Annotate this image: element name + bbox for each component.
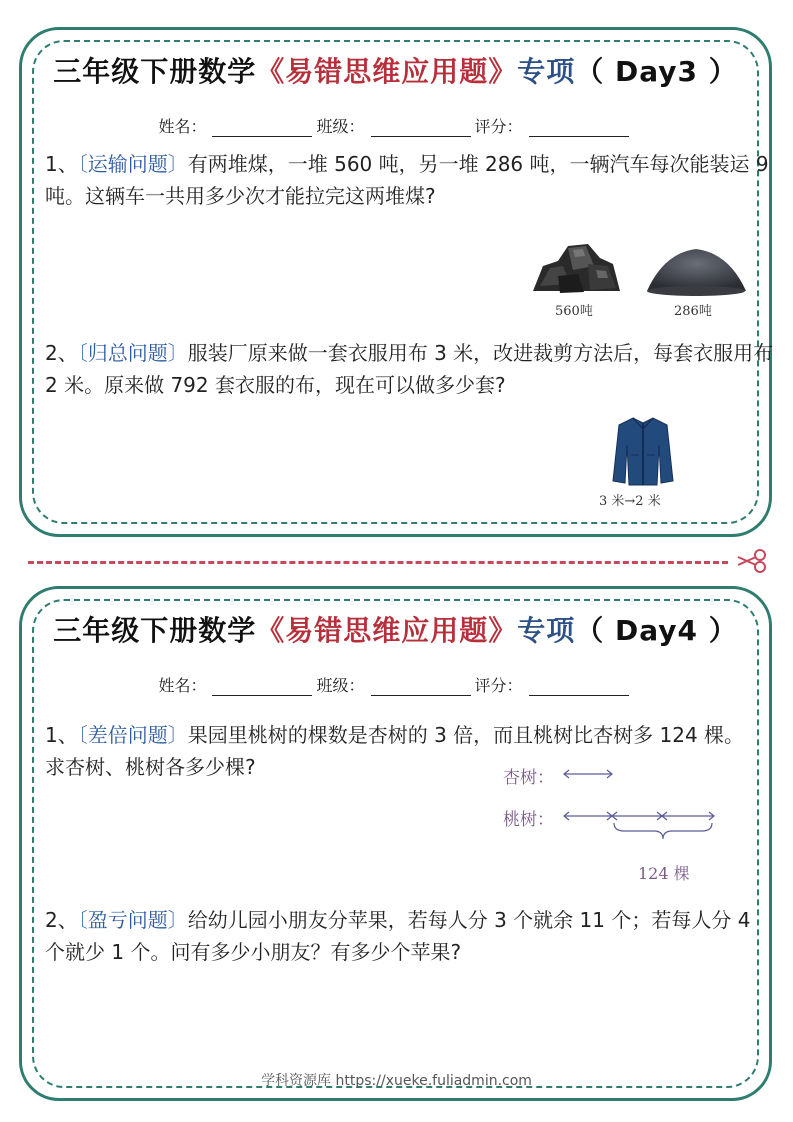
class-label: 班级：	[316, 117, 365, 136]
student-info-row	[22, 114, 769, 137]
class-field[interactable]	[371, 118, 471, 137]
student-info-row	[22, 673, 769, 696]
diagram-apricot-label: 杏树：	[503, 768, 554, 788]
title-prefix: 三年级下册数学	[53, 614, 257, 647]
class-field[interactable]	[371, 677, 471, 696]
score-field[interactable]	[529, 118, 629, 137]
coal-2-label: 286吨	[674, 304, 712, 319]
title-day: （ Day3 ）	[575, 55, 738, 88]
score-label: 评分：	[474, 676, 523, 695]
question-tag: 〔运输问题〕	[77, 152, 188, 176]
coal-1-label: 560吨	[555, 304, 593, 319]
title-prefix: 三年级下册数学	[53, 55, 257, 88]
coal-powder-image	[644, 243, 749, 298]
worksheet-title	[22, 609, 769, 649]
question-tag: 〔差倍问题〕	[77, 723, 188, 747]
title-suffix: 专项	[517, 55, 576, 88]
question-text: 给幼儿园小朋友分苹果，若每人分 3 个就余 11 个；若每人分 4 个就少 1 个。问有多少小朋友？有多少个苹果?	[45, 908, 751, 964]
worksheet-title	[22, 50, 769, 90]
question-number: 2、	[45, 341, 78, 365]
score-field[interactable]	[529, 677, 629, 696]
score-label: 评分：	[474, 117, 523, 136]
coal-lumps-image	[528, 236, 623, 298]
name-field[interactable]	[212, 118, 312, 137]
question-number: 1、	[45, 723, 78, 747]
question-number: 1、	[45, 152, 78, 176]
worksheet-card-day4	[19, 586, 772, 1101]
question-tag: 〔盈亏问题〕	[77, 908, 188, 932]
question-2	[45, 904, 775, 968]
title-suffix: 专项	[517, 614, 576, 647]
scissors-icon	[735, 548, 769, 574]
cut-line	[28, 561, 728, 564]
jacket-image	[609, 415, 677, 487]
title-highlight: 《易错思维应用题》	[256, 614, 518, 647]
footer-watermark: 学科资源库 https://xueke.fuliadmin.com	[261, 1073, 532, 1089]
segment-diagram	[562, 765, 732, 845]
diagram-peach-label: 桃树：	[503, 810, 554, 830]
question-2	[45, 337, 775, 401]
name-label: 姓名：	[158, 676, 207, 695]
question-text: 果园里桃树的棵数是杏树的 3 倍，而且桃树比杏树多 124 棵。求杏树、桃树各多少棵?	[45, 723, 745, 779]
name-field[interactable]	[212, 677, 312, 696]
question-text: 有两堆煤，一堆 560 吨，另一堆 286 吨，一辆汽车每次能装运 9 吨。这辆车一共用多少次才能拉完这两堆煤?	[45, 152, 769, 208]
worksheet-card-day3	[19, 27, 772, 537]
name-label: 姓名：	[158, 117, 207, 136]
class-label: 班级：	[316, 676, 365, 695]
diagram-diff-label: 124 棵	[638, 864, 690, 883]
question-number: 2、	[45, 908, 78, 932]
jacket-label: 3 米→2 米	[599, 494, 661, 509]
question-text: 服装厂原来做一套衣服用布 3 米，改进裁剪方法后，每套衣服用布 2 米。原来做 792 套衣服的布，现在可以做多少套?	[45, 341, 774, 397]
question-tag: 〔归总问题〕	[77, 341, 188, 365]
title-day: （ Day4 ）	[575, 614, 738, 647]
title-highlight: 《易错思维应用题》	[256, 55, 518, 88]
question-1	[45, 148, 775, 212]
